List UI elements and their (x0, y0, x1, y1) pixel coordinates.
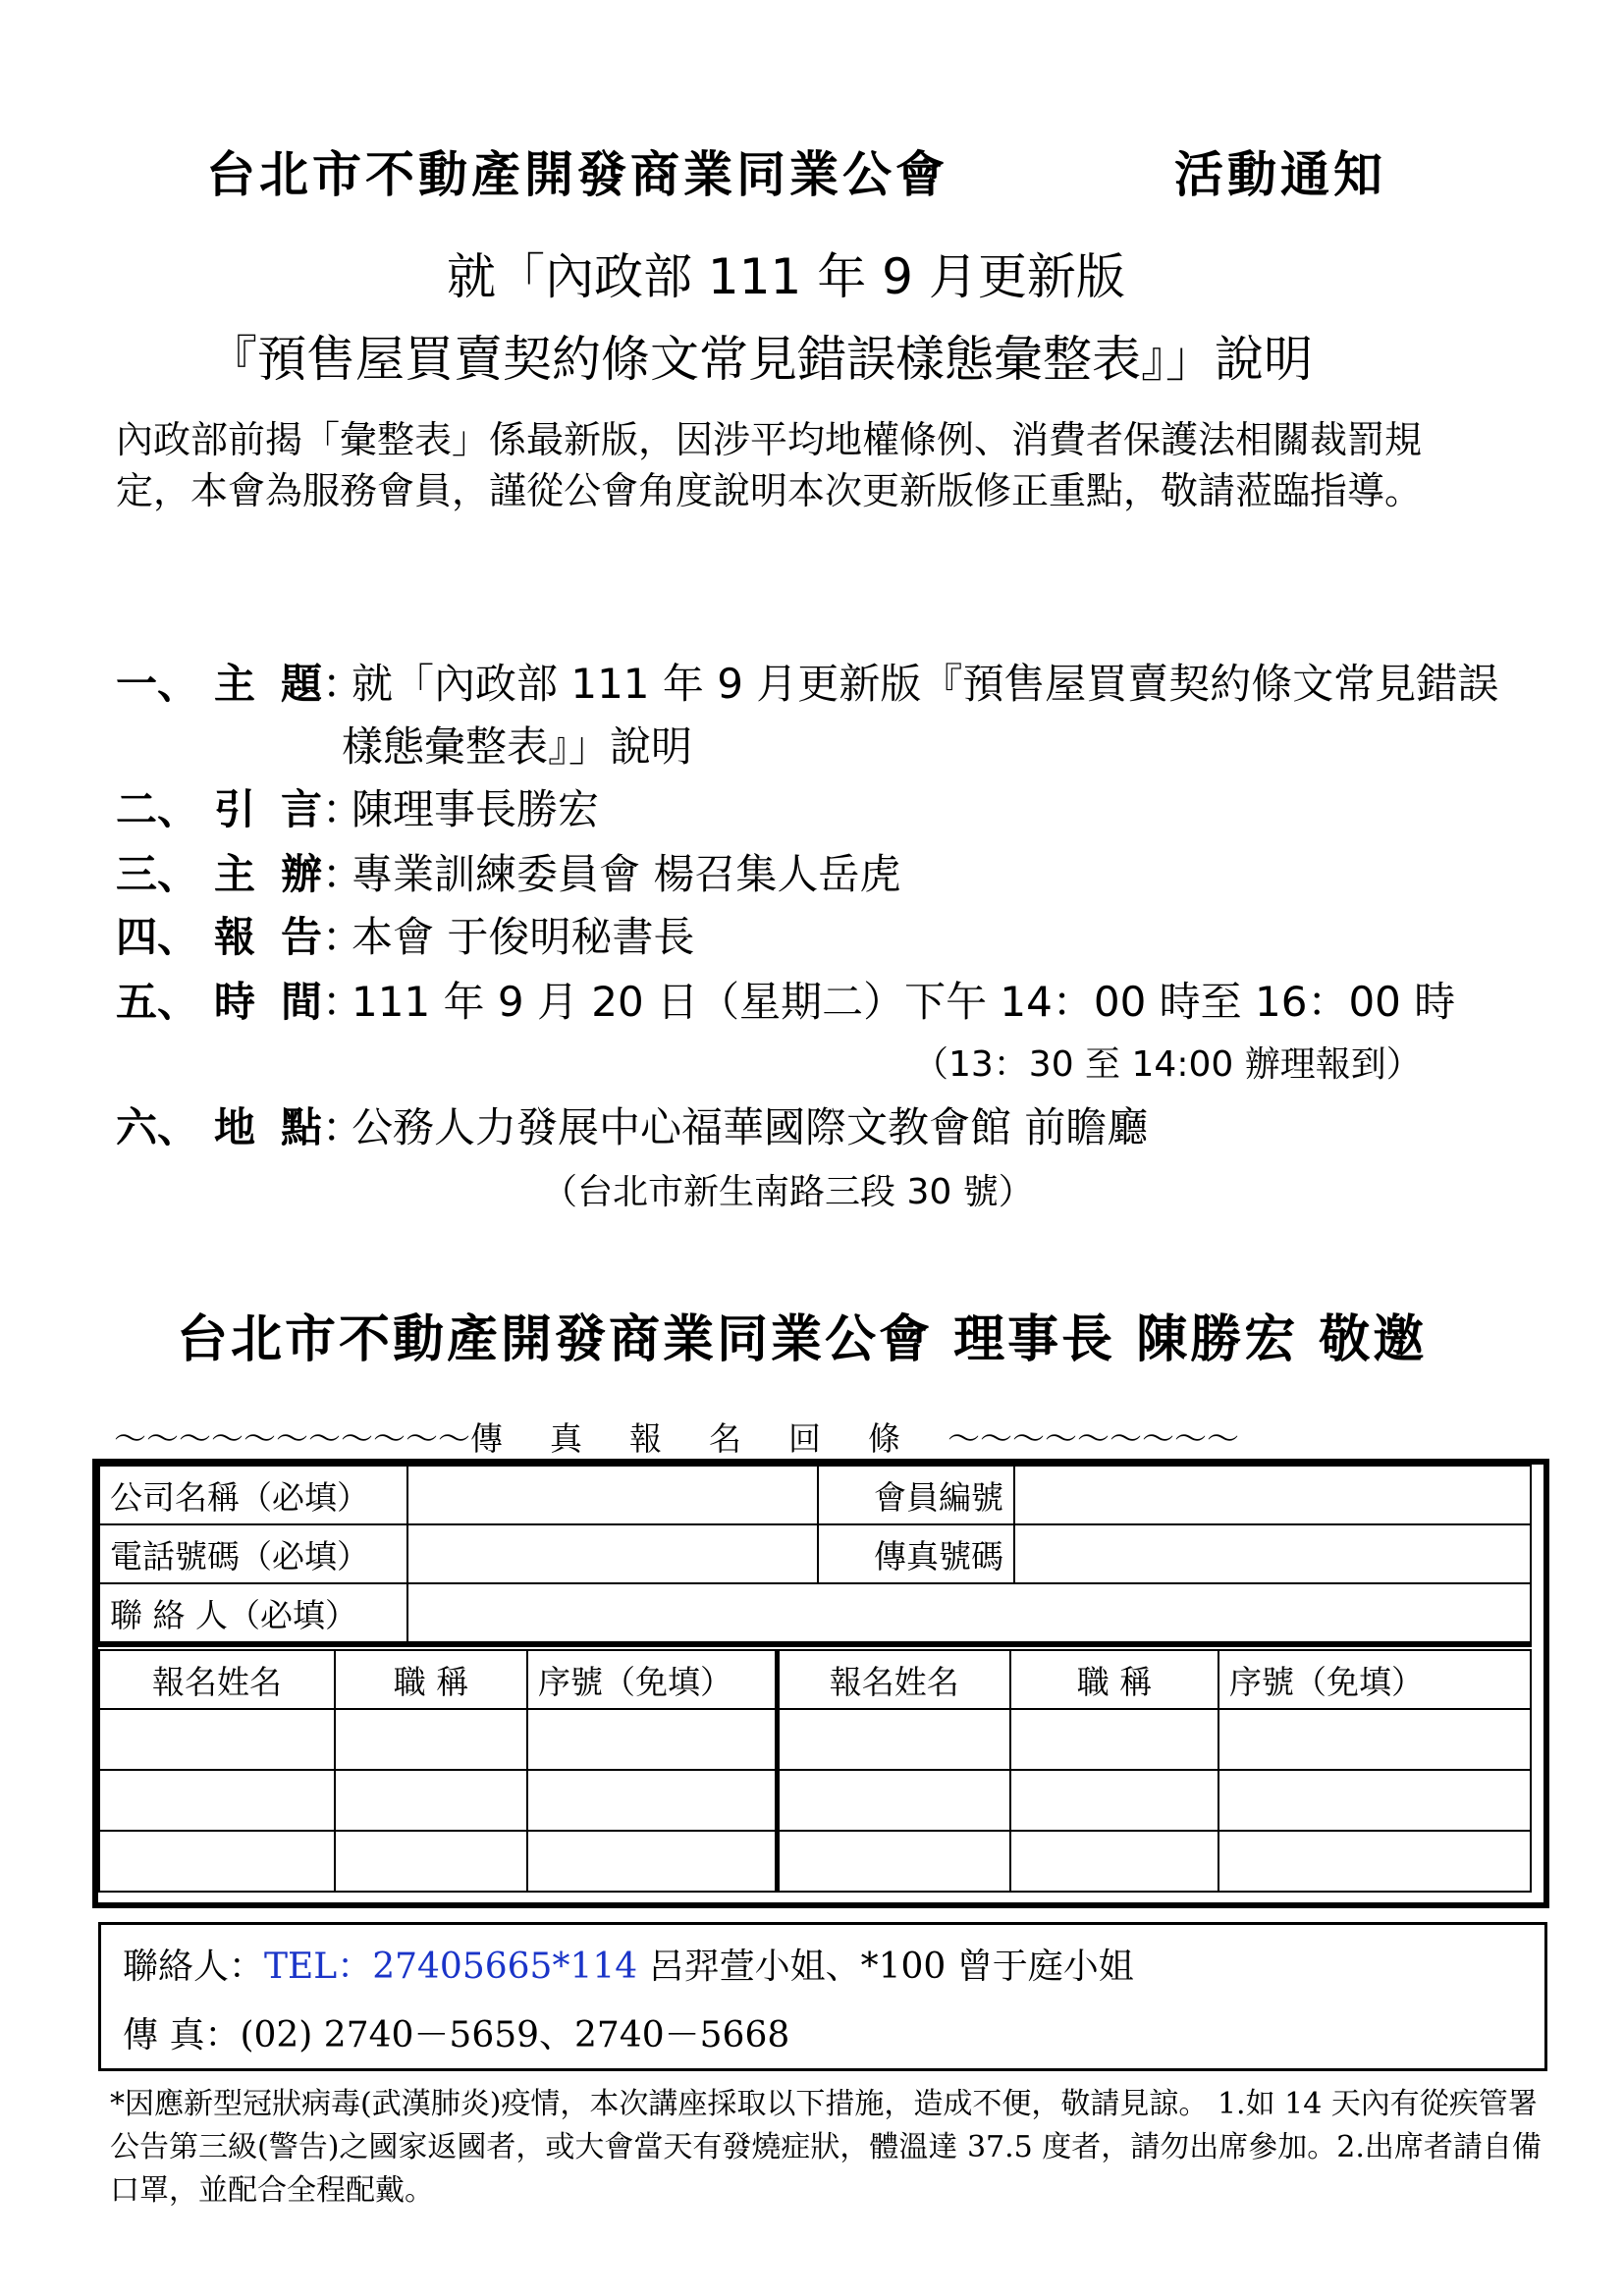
name-cell[interactable] (99, 1770, 335, 1831)
item-value: 本會 于俊明秘書長 (352, 913, 695, 961)
item-venue-address: （台北市新生南路三段 30 號） (542, 1172, 1034, 1212)
serial-cell[interactable] (527, 1770, 777, 1831)
contact-line (123, 1939, 1134, 1989)
form-attendee-table (98, 1649, 1532, 1893)
fax-numbers: (02) 2740－5659、2740－5668 (240, 2015, 790, 2056)
serial-cell[interactable] (1218, 1831, 1531, 1892)
item-number: 四、 (116, 913, 199, 961)
tilde-left: ～～～～～～～～～～～ (114, 1419, 470, 1458)
item-label: 引言 (214, 785, 322, 833)
item-label: 主辦 (214, 850, 322, 898)
company-field[interactable] (407, 1466, 818, 1524)
fax-form-title (114, 1414, 1239, 1460)
col-title: 職 稱 (1010, 1650, 1218, 1709)
contact-label: 聯 絡 人（必填） (99, 1583, 407, 1644)
title-cell[interactable] (335, 1770, 527, 1831)
phone-field[interactable] (407, 1524, 818, 1583)
item-label: 地點 (214, 1103, 322, 1151)
fax-label: 傳 真： (123, 2015, 241, 2056)
form-info-table (98, 1465, 1532, 1647)
member-no-label: 會員編號 (818, 1466, 1014, 1524)
serial-cell[interactable] (527, 1831, 777, 1892)
name-cell[interactable] (777, 1709, 1010, 1770)
item-value: 就「內政部 111 年 9 月更新版『預售屋買賣契約條文常見錯誤 (352, 660, 1499, 708)
title-cell[interactable] (1010, 1709, 1218, 1770)
contact-box (98, 1922, 1547, 2071)
item-number: 二、 (116, 785, 199, 833)
name-cell[interactable] (99, 1831, 335, 1892)
col-serial: 序號（免填） (527, 1650, 777, 1709)
title-cell[interactable] (335, 1709, 527, 1770)
fax-no-label: 傳真號碼 (818, 1524, 1014, 1583)
fax-line (123, 2007, 789, 2057)
signoff: 台北市不動產開發商業同業公會 理事長 陳勝宏 敬邀 (177, 1310, 1428, 1369)
item-value: 111 年 9 月 20 日（星期二）下午 14：00 時至 16：00 時 (352, 978, 1456, 1026)
item-number: 一、 (116, 660, 199, 708)
item-number: 五、 (116, 978, 199, 1026)
tel-link[interactable]: TEL：27405665*114 (264, 1947, 638, 1987)
title-cell[interactable] (1010, 1831, 1218, 1892)
name-cell[interactable] (99, 1709, 335, 1770)
item-label: 報告 (214, 913, 322, 961)
item-time: 五、 時間：111 年 9 月 20 日（星期二）下午 14：00 時至 16：00 時 (116, 970, 1455, 1029)
item-value: 公務人力發展中心福華國際文教會館 前瞻廳 (352, 1103, 1149, 1151)
item-topic: 一、 主題：就「內政部 111 年 9 月更新版『預售屋買賣契約條文常見錯誤 (116, 652, 1498, 711)
table-row (99, 1709, 1531, 1770)
title-cell[interactable] (1010, 1770, 1218, 1831)
covid-note: *因應新型冠狀病毒(武漢肺炎)疫情，本次講座採取以下措施，造成不便，敬請見諒。 1.如 14 天內有從疾管署公告第三級(警告)之國家返國者，或大會當天有發燒症狀，體溫達 37.5 度者，請勿出席參加。2.出席者請自備口罩，並配合全程配戴。 (110, 2087, 1542, 2208)
col-serial: 序號（免填） (1218, 1650, 1531, 1709)
item-topic-continuation: 樣態彙整表』」說明 (342, 722, 693, 771)
item-value: 陳理事長勝宏 (352, 785, 600, 833)
item-intro-speaker: 二、 引言：陳理事長勝宏 (116, 777, 599, 836)
intro-paragraph: 內政部前揭「彙整表」係最新版，因涉平均地權條例、消費者保護法相關裁罰規定，本會為服務會員，謹從公會角度說明本次更新版修正重點，敬請蒞臨指導。 (116, 418, 1423, 512)
contact-field[interactable] (407, 1583, 1531, 1644)
col-name: 報名姓名 (99, 1650, 335, 1709)
tilde-right: ～～～～～～～～～ (947, 1419, 1239, 1458)
table-row (99, 1770, 1531, 1831)
item-venue: 六、 地點：公務人力發展中心福華國際文教會館 前瞻廳 (116, 1095, 1148, 1154)
fax-form-heading: 傳真報名回條 (470, 1419, 947, 1458)
item-value: 專業訓練委員會 楊召集人岳虎 (352, 850, 901, 898)
company-label: 公司名稱（必填） (99, 1466, 407, 1524)
serial-cell[interactable] (1218, 1770, 1531, 1831)
item-organizer: 三、 主辦：專業訓練委員會 楊召集人岳虎 (116, 842, 900, 901)
contact-label: 聯絡人： (123, 1947, 265, 1987)
name-cell[interactable] (777, 1770, 1010, 1831)
item-report: 四、 報告：本會 于俊明秘書長 (116, 905, 694, 964)
subtitle-line1: 就「內政部 111 年 9 月更新版 (447, 248, 1125, 305)
item-label: 主題 (214, 660, 322, 708)
serial-cell[interactable] (1218, 1709, 1531, 1770)
notice-title: 活動通知 (1174, 146, 1386, 203)
title-cell[interactable] (335, 1831, 527, 1892)
table-row (99, 1831, 1531, 1892)
subtitle-line2: 『預售屋買賣契約條文常見錯誤樣態彙整表』」說明 (208, 331, 1313, 388)
item-time-checkin: （13：30 至 14:00 辦理報到） (913, 1044, 1422, 1085)
item-number: 六、 (116, 1103, 199, 1151)
name-cell[interactable] (777, 1831, 1010, 1892)
org-title: 台北市不動產開發商業同業公會 (206, 146, 948, 203)
phone-label: 電話號碼（必填） (99, 1524, 407, 1583)
serial-cell[interactable] (527, 1709, 777, 1770)
col-title: 職 稱 (335, 1650, 527, 1709)
item-label: 時間 (214, 978, 322, 1026)
item-number: 三、 (116, 850, 199, 898)
contact-persons: 呂羿萱小姐、*100 曾于庭小姐 (637, 1947, 1134, 1987)
fax-no-field[interactable] (1014, 1524, 1531, 1583)
col-name: 報名姓名 (777, 1650, 1010, 1709)
member-no-field[interactable] (1014, 1466, 1531, 1524)
